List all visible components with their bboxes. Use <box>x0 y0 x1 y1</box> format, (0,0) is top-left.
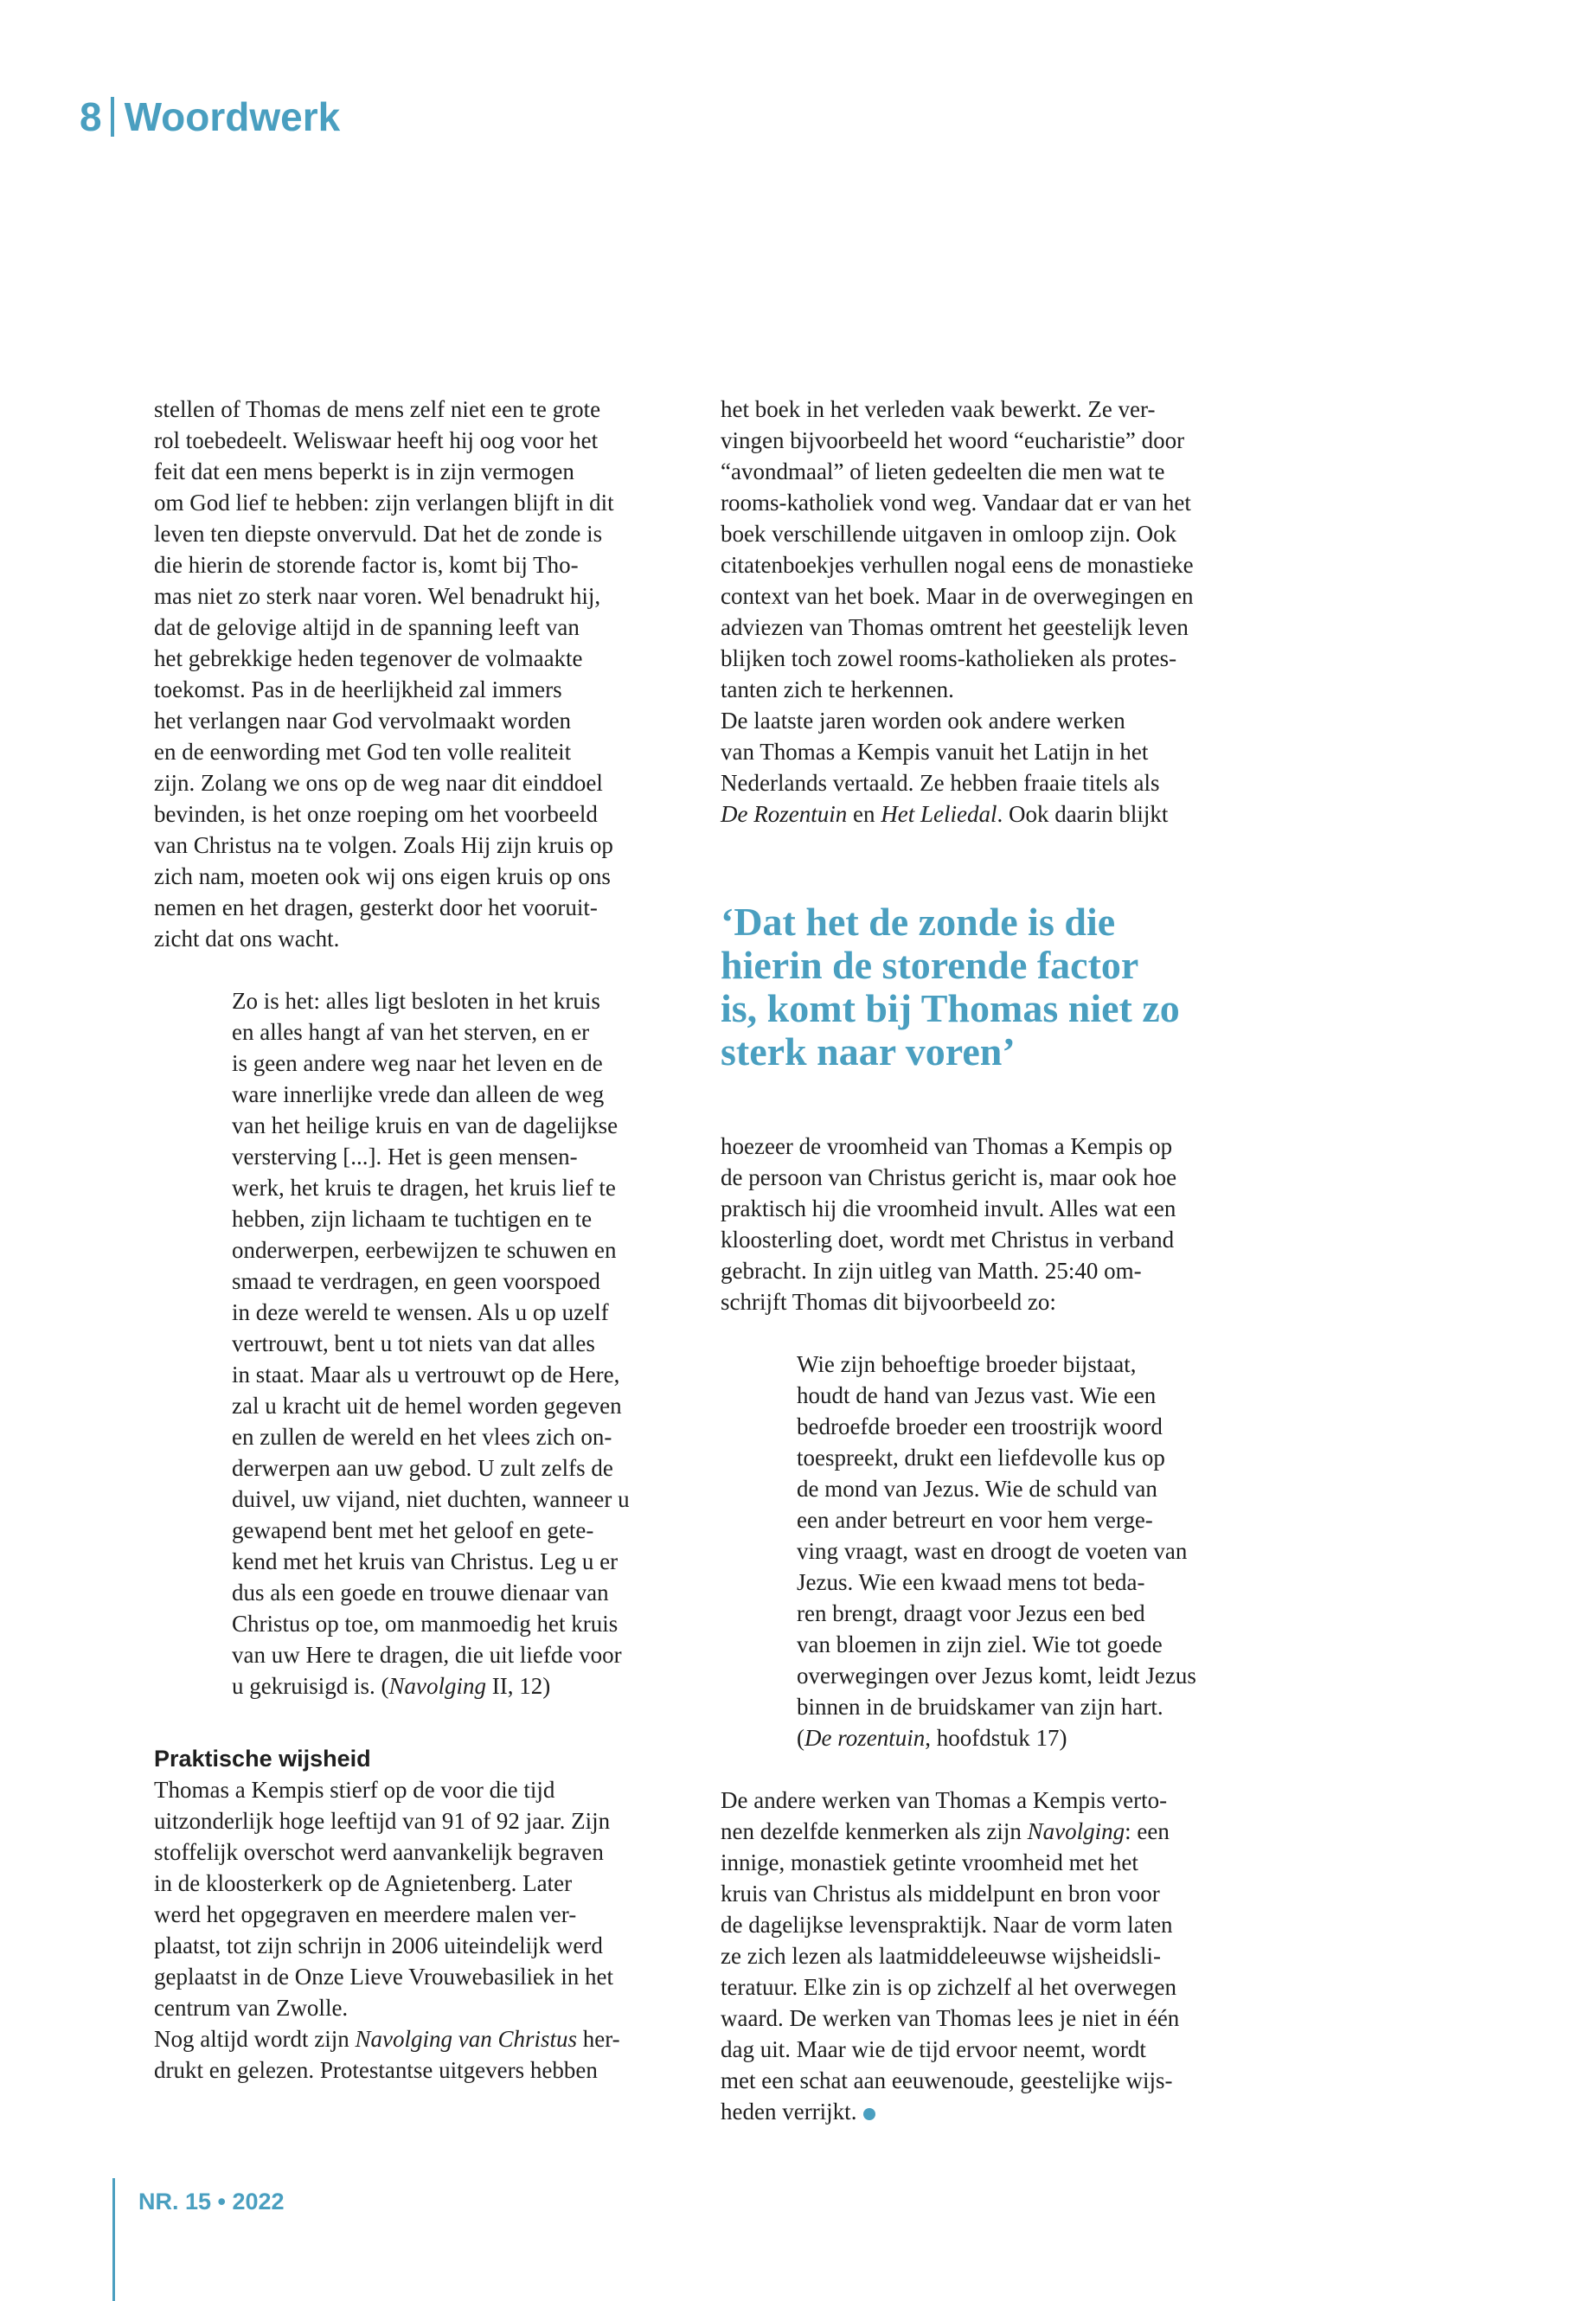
footer-rule <box>112 2178 115 2301</box>
text-run: Nog altijd wordt zijn <box>154 2026 356 2052</box>
block-quote <box>232 985 690 1702</box>
issue-number: NR. 15 • 2022 <box>138 2189 285 2214</box>
text-run: : een innige, monastiek getinte vroomheid met het kruis van Christus als middelpunt en bron voor de dagelijkse levenspraktijk. Naar de vorm laten ze zich lezen als laatmiddeleeuwse wijsheidsli- teratuur. Elke zin is op zichzelf al het overwegen waard. De werken van Thomas lees je niet in één dag uit. Maar wie de tijd ervoor neemt, wordt met een schat aan eeuwenoude, geestelijke wijs- heden verrijkt. <box>721 1818 1180 2125</box>
right-column <box>721 394 1257 2127</box>
text-run: De laatste jaren worden ook andere werken van Thomas a Kempis vanuit het Latijn in het Nederlands vertaald. Ze hebben fraaie titels als <box>721 708 1160 796</box>
body-paragraph: hoezeer de vroomheid van Thomas a Kempis op de persoon van Christus gericht is, maar ook hoe praktisch hij die vroomheid invult. Alles wat een kloosterling doet, wordt met Christus in verband gebracht. In zijn uitleg van Matth. 25:40 om- schrijft Thomas dit bijvoorbeeld zo: <box>721 1133 1177 1315</box>
quote-text: Wie zijn behoeftige broeder bijstaat, houdt de hand van Jezus vast. Wie een bedroefde broeder een troostrijk woord toespreekt, drukt een liefdevolle kus op de mond van Jezus. Wie de schuld van een ander betreurt en voor hem verge- ving vraagt, wast en droogt de voeten van Jezus. Wie een kwaad mens tot beda- ren brengt, draagt voor Jezus een bed van bloemen in zijn ziel. Wie tot goede overwegingen over Jezus komt, leidt Jezus binnen in de bruidskamer van zijn hart. ( <box>797 1351 1196 1751</box>
quote-text: Zo is het: alles ligt besloten in het kruis en alles hangt af van het sterven, en er is geen andere weg naar het leven en de ware innerlijke vrede dan alleen de weg van het heilige kruis en van de dagelijkse versterving [...]. Het is geen mensen- werk, het kruis te dragen, het kruis lief te hebben, zijn lichaam te tuchtigen en te onderwerpen, eerbewijzen te schuwen en smaad te verdragen, en geen voorspoed in deze wereld te wensen. Als u op uzelf vertrouwt, bent u tot niets van dat alles in staat. Maar als u vertrouwt op de Here, zal u kracht uit de hemel worden gegeven en zullen de wereld en het vlees zich on- derwerpen aan uw gebod. U zult zelfs de duivel, uw vijand, niet duchten, wanneer u gewapend bent met het geloof en gete- kend met het kruis van Christus. Leg u er dus als een goede en trouwe dienaar van Christus op toe, om manmoedig het kruis van uw Here te dragen, die uit liefde voor u gekruisigd is. ( <box>232 988 630 1699</box>
body-paragraph <box>721 1785 1257 2127</box>
header-divider <box>111 97 114 137</box>
page-number: 8 <box>80 94 102 139</box>
body-paragraph: het boek in het verleden vaak bewerkt. Ze ver- vingen bijvoorbeeld het woord “eucharistie” door “avondmaal” of lieten gedeelten die men wat te rooms-katholiek vond weg. Vandaar dat er van het boek verschillende uitgaven in omloop zijn. Ook citatenboekjes verhullen nogal eens de monastieke context van het boek. Maar in de overwegingen en adviezen van Thomas omtrent het geestelijk leven blijken toch zowel rooms-katholieken als protes- tanten zich te herkennen. <box>721 396 1194 702</box>
quote-source-ref: II, 12) <box>486 1673 551 1699</box>
body-paragraph: stellen of Thomas de mens zelf niet een te grote rol toebedeelt. Weliswaar heeft hij oog voor het feit dat een mens beperkt is in zijn vermogen om God lief te hebben: zijn verlangen blijft in dit leven ten diepste onvervuld. Dat het de zonde is die hierin de storende factor is, komt bij Tho- mas niet zo sterk naar voren. Wel benadrukt hij, dat de gelovige altijd in de spanning leeft van het gebrekkige heden tegenover de volmaakte toekomst. Pas in de heerlijkheid zal immers het verlangen naar God vervolmaakt worden en de eenwording met God ten volle realiteit zijn. Zolang we ons op de weg naar dit einddoel bevinden, is het onze roeping om het voorbeeld van Christus na te volgen. Zoals Hij zijn kruis op zich nam, moeten ook wij ons eigen kruis op ons nemen en het dragen, gesterkt door het vooruit- zicht dat ons wacht. <box>154 396 614 952</box>
subheading: Praktische wijsheid <box>154 1746 371 1772</box>
text-run: en <box>847 801 881 827</box>
pull-quote: ‘Dat het de zonde is die hierin de storende factor is, komt bij Thomas niet zo sterk naar voren’ <box>721 900 1180 1074</box>
book-title: De Rozentuin <box>721 801 848 827</box>
quote-source-title: De rozentuin <box>804 1725 926 1751</box>
body-paragraph <box>154 2023 664 2086</box>
book-title: Navolging <box>1027 1818 1125 1844</box>
left-column <box>154 394 664 2086</box>
block-quote <box>797 1349 1264 1753</box>
end-of-article-dot-icon <box>863 2108 875 2120</box>
quote-source-title: Navolging <box>388 1673 486 1699</box>
body-paragraph: Thomas a Kempis stierf op de voor die tijd uitzonderlijk hoge leeftijd van 91 of 92 jaar. Zijn stoffelijk overschot werd aanvankelijk begraven in de kloosterkerk op de Agnietenberg. Later werd het opgegraven en meerdere malen ver- plaatst, tot zijn schrijn in 2006 uiteindelijk werd geplaatst in de Onze Lieve Vrouwebasiliek in het centrum van Zwolle. <box>154 1777 613 2021</box>
text-run: her- drukt en gelezen. Protestantse uitgevers hebben <box>154 2026 620 2083</box>
page-header <box>80 94 341 139</box>
text-run: . Ook daarin blijkt <box>997 801 1169 827</box>
book-title: Het Leliedal <box>881 801 997 827</box>
book-title: Navolging van Christus <box>355 2026 577 2052</box>
section-title: Woordwerk <box>124 94 341 139</box>
body-paragraph <box>721 705 1257 830</box>
text-run: De andere werken van Thomas a Kempis verto- nen dezelfde kenmerken als zijn <box>721 1787 1168 1844</box>
quote-source-ref: , hoofdstuk 17) <box>925 1725 1067 1751</box>
